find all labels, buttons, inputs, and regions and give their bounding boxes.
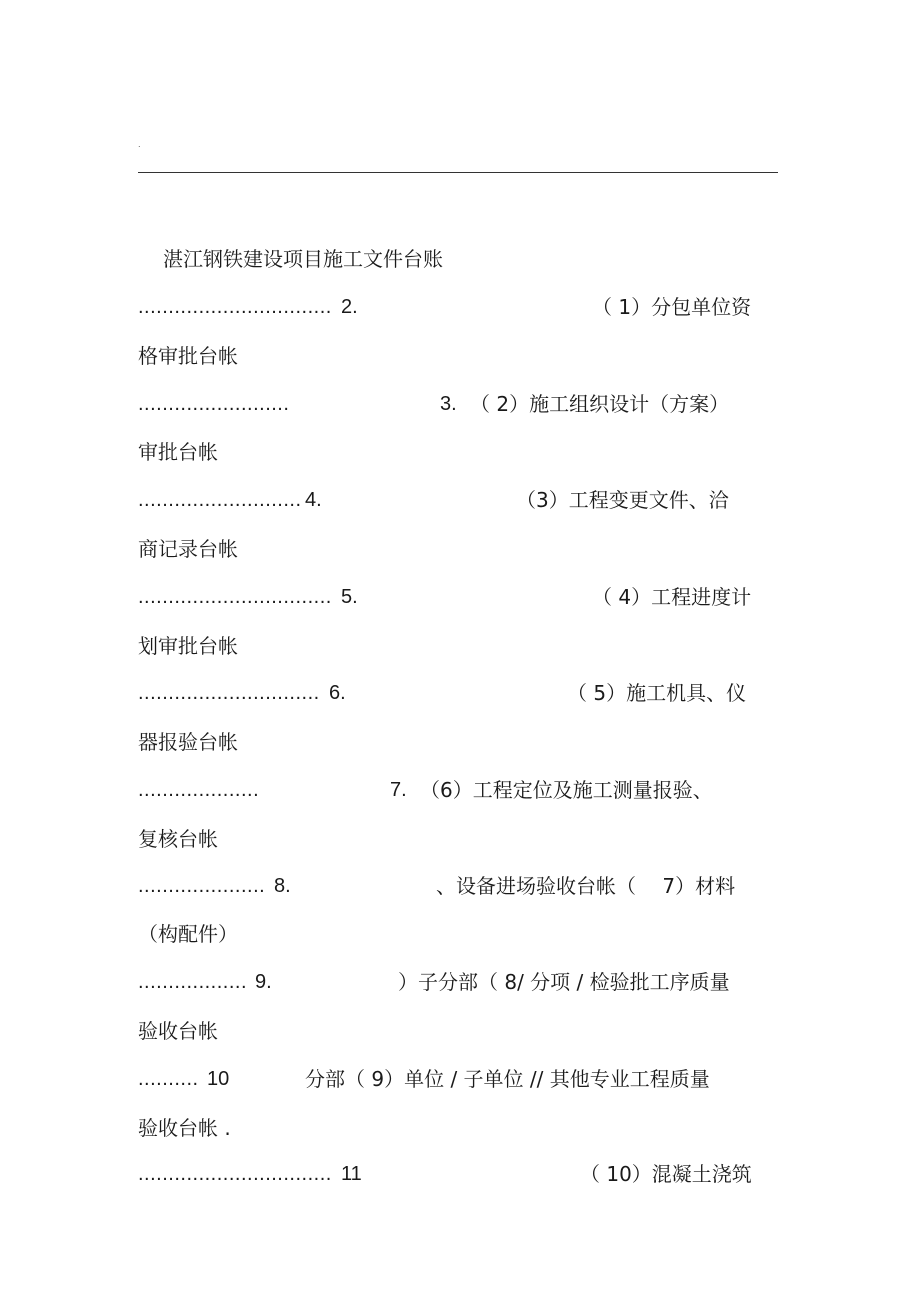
toc-page-number: 9.	[255, 971, 272, 993]
toc-leader: ...........................	[138, 489, 302, 511]
toc-page-number: 6.	[329, 682, 346, 704]
toc-leader: ................................	[138, 296, 332, 318]
toc-page-number: 8.	[274, 875, 291, 897]
toc-leader: ................................	[138, 586, 332, 608]
toc-entry-wrap: 验收台帐	[138, 1019, 218, 1043]
toc-leader: ................................	[138, 1163, 332, 1185]
document-title: 湛江钢铁建设项目施工文件台账	[163, 247, 443, 271]
toc-entry-wrap: 格审批台帐	[138, 344, 238, 368]
toc-leader: ..................	[138, 971, 248, 993]
toc-page-number: 7.	[390, 779, 407, 801]
toc-page-number: 11	[341, 1163, 362, 1185]
toc-entry-wrap: （构配件）	[138, 922, 238, 946]
toc-leader: ..............................	[138, 682, 320, 704]
toc-entry-text: （ 10）混凝土浇筑	[580, 1162, 752, 1186]
header-rule	[138, 172, 778, 173]
toc-entry-wrap: 器报验台帐	[138, 730, 238, 754]
toc-page-number: 5.	[341, 586, 358, 608]
toc-entry-wrap: 商记录台帐	[138, 537, 238, 561]
toc-leader: .........................	[138, 393, 290, 415]
toc-entry-text: （ 4）工程进度计	[592, 585, 752, 609]
toc-entry-text: （3）工程变更文件、洽	[516, 488, 729, 512]
toc-entry-text: ）子分部（ 8/ 分项 / 检验批工序质量	[398, 970, 730, 994]
toc-entry-text: （ 2）施工组织设计（方案）	[470, 392, 730, 416]
toc-entry-text: 、设备进场验收台帐（ 7）材料	[436, 874, 736, 898]
toc-page-number: 2.	[341, 296, 358, 318]
toc-entry-wrap: 验收台帐 .	[138, 1116, 231, 1140]
toc-page-number: 3.	[440, 393, 457, 415]
toc-entry-text: （ 1）分包单位资	[592, 295, 752, 319]
toc-entry-text: 分部（ 9）单位 / 子单位 // 其他专业工程质量	[305, 1067, 710, 1091]
toc-page-number: 10	[207, 1068, 230, 1090]
toc-leader: ..........	[138, 1068, 199, 1090]
header-mark: .	[138, 140, 141, 149]
toc-entry-text: （ 5）施工机具、仪	[567, 681, 747, 705]
toc-entry-text: （6）工程定位及施工测量报验、	[420, 778, 713, 802]
toc-page-number: 4.	[305, 489, 322, 511]
toc-entry-wrap: 审批台帐	[138, 440, 218, 464]
toc-entry-wrap: 划审批台帐	[138, 634, 238, 658]
toc-leader: .....................	[138, 875, 266, 897]
toc-leader: ....................	[138, 779, 260, 801]
toc-entry-wrap: 复核台帐	[138, 827, 218, 851]
